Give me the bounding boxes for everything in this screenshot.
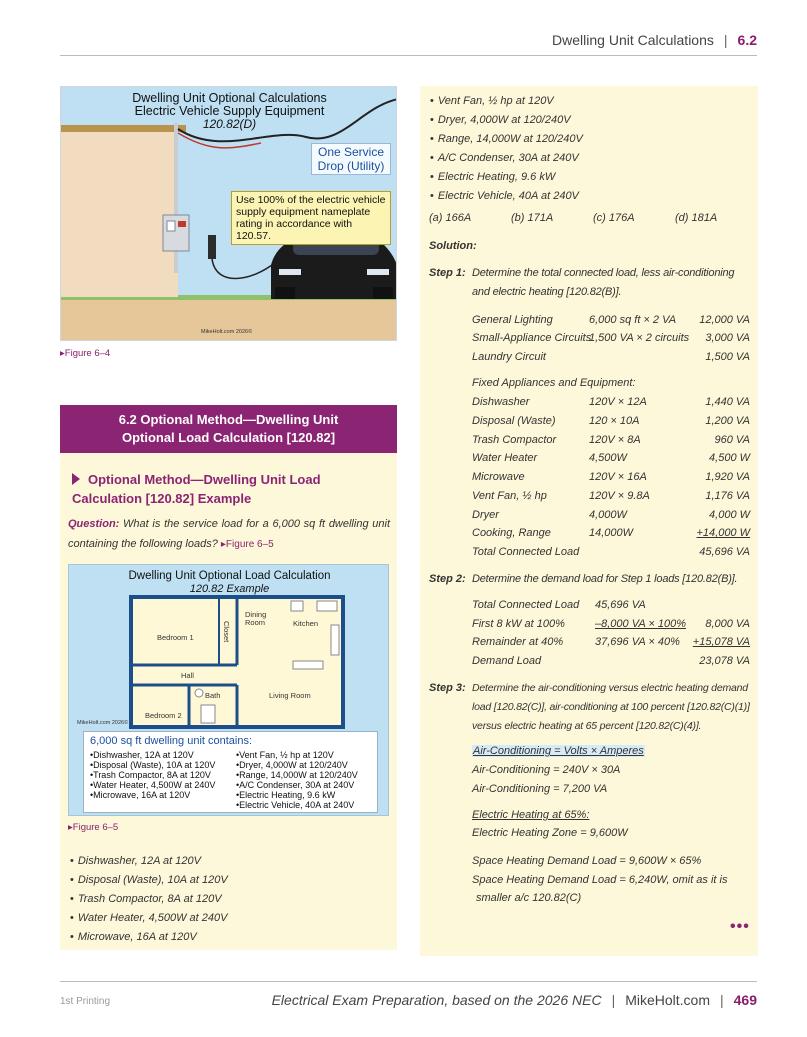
contents-item: •A/C Condenser, 30A at 240V: [236, 780, 355, 790]
running-header: [552, 32, 757, 48]
figure-6-5-caption-text: Figure 6–5: [72, 822, 119, 833]
room-label-living: Living Room: [269, 691, 311, 700]
heat-line-3: Space Heating Demand Load = 6,240W, omit as it is: [472, 874, 728, 886]
table-cell: [595, 615, 686, 634]
figure-6-5: [68, 564, 389, 816]
list-item: • Range, 14,000W at 120/240V: [430, 133, 583, 145]
site-name: MikeHolt.com: [625, 992, 710, 1008]
table-cell: Demand Load: [472, 655, 542, 667]
running-footer: [272, 992, 757, 1008]
triangle-bullet-icon: [72, 473, 80, 485]
heat-heading: [472, 809, 589, 821]
right-load-list: [430, 92, 583, 206]
service-drop-label-line2: Drop (Utility): [317, 159, 385, 173]
left-load-list: [70, 852, 228, 947]
solution-label: Solution:: [429, 240, 477, 252]
caption-arrow-icon: ▸: [60, 348, 65, 359]
figure-6-4-caption-text: Figure 6–4: [64, 348, 111, 359]
table-cell: 37,696 VA × 40%: [595, 636, 680, 648]
question-figure-ref: ▸Figure 6–5: [220, 539, 274, 550]
table-cell: Total Connected Load: [472, 599, 580, 611]
table-cell: Cooking, Range: [472, 527, 551, 539]
contents-item: •Microwave, 16A at 120V: [90, 790, 191, 800]
dwelling-contents-col1: [90, 750, 215, 800]
contents-item: •Dishwasher, 12A at 120V: [90, 750, 194, 760]
room-label-bath: Bath: [205, 691, 221, 700]
answer-c: (c) 176A: [593, 212, 635, 224]
table-cell-text: –8,000 VA × 100%: [595, 618, 687, 630]
header-separator: |: [723, 32, 728, 48]
figure-6-4-code: 120.82(D): [202, 117, 257, 131]
table-cell: 120V × 16A: [589, 471, 647, 483]
table-cell: 120V × 9.8A: [589, 490, 650, 502]
table-cell: 1,200 VA: [705, 415, 750, 427]
step-3-text: Determine the air-conditioning versus electric heating demand load [120.82(C)], air-conditioning at 100 percent [120.82(C)(1)] versus electric heating at 65 percent [120.82(C)(4)].: [472, 682, 750, 732]
example-heading: [72, 470, 392, 508]
section-banner-line1: 6.2 Optional Method—Dwelling Unit: [118, 412, 339, 427]
room-label-bedroom-2: Bedroom 2: [145, 711, 182, 720]
list-item: • Water Heater, 4,500W at 240V: [70, 912, 228, 924]
figure-6-5-title: Dwelling Unit Optional Load Calculation: [128, 570, 331, 582]
example-heading-text: Optional Method—Dwelling Unit Load Calculation [120.82] Example: [72, 472, 321, 506]
table-cell: Trash Compactor: [472, 434, 557, 446]
contents-item: •Water Heater, 4,500W at 240V: [90, 780, 216, 790]
table-cell: Small-Appliance Circuits: [472, 332, 592, 344]
step-2-text: Determine the demand load for Step 1 loads [120.82(B)].: [472, 573, 738, 585]
room-label-bedroom-1: Bedroom 1: [157, 633, 194, 642]
table-cell: 120V × 12A: [589, 396, 647, 408]
answer-a: (a) 166A: [429, 212, 472, 224]
table-cell: General Lighting: [472, 314, 553, 326]
list-item-text: Trash Compactor, 8A at 120V: [77, 893, 222, 905]
list-item: • Electric Vehicle, 40A at 240V: [430, 190, 579, 202]
list-item-text: Electric Heating, 9.6 kW: [437, 171, 556, 183]
table-cell: First 8 kW at 100%: [472, 618, 565, 630]
figure-6-4-title-line1: Dwelling Unit Optional Calculations: [132, 91, 327, 105]
question-figure-ref-text: Figure 6–5: [225, 539, 274, 550]
table-cell: Dishwasher: [472, 396, 530, 408]
table-cell: 45,696 VA: [595, 599, 646, 611]
list-item: • Microwave, 16A at 120V: [70, 931, 197, 943]
table-cell: 23,078 VA: [699, 655, 750, 667]
figure-6-4-caption: [60, 348, 110, 359]
table-cell: 1,500 VA: [705, 351, 750, 363]
step-1-text: Determine the total connected load, less air-conditioning and electric heating [120.82(B)].: [472, 267, 735, 298]
table-cell: 14,000W: [589, 527, 634, 539]
list-item-text: Vent Fan, ½ hp at 120V: [437, 95, 554, 107]
contents-item: •Disposal (Waste), 10A at 120V: [90, 760, 216, 770]
table-cell: Water Heater: [472, 452, 538, 464]
list-item-text: Range, 14,000W at 120/240V: [437, 133, 583, 145]
list-item: • Trash Compactor, 8A at 120V: [70, 893, 222, 905]
fixed-appliances-heading: Fixed Appliances and Equipment:: [472, 377, 636, 389]
chapter-title: Dwelling Unit Calculations: [552, 32, 714, 48]
list-item: • A/C Condenser, 30A at 240V: [430, 152, 579, 164]
table-cell: 4,000 W: [709, 509, 750, 521]
continued-ellipsis-icon: •••: [730, 918, 750, 935]
room-label-hall: Hall: [181, 671, 194, 680]
dwelling-contents-col2: [236, 750, 358, 810]
list-item-text: Microwave, 16A at 120V: [77, 931, 197, 943]
table-cell: Remainder at 40%: [472, 636, 564, 648]
table-cell: 960 VA: [714, 434, 750, 446]
list-item-text: Electric Vehicle, 40A at 240V: [437, 190, 579, 202]
step-3-label: Step 3:: [429, 682, 466, 694]
figure-6-4: [60, 86, 397, 341]
table-cell: 1,500 VA × 2 circuits: [589, 332, 690, 344]
room-label-kitchen: Kitchen: [293, 619, 319, 628]
section-banner-line2: Optional Load Calculation [120.82]: [121, 430, 336, 445]
figure-6-4-title: [61, 92, 397, 118]
list-item-text: Water Heater, 4,500W at 240V: [77, 912, 228, 924]
contents-item: •Trash Compactor, 8A at 120V: [90, 770, 211, 780]
table-cell: 4,500 W: [709, 452, 750, 464]
table-cell: Vent Fan, ½ hp: [472, 490, 547, 502]
contents-item: •Electric Vehicle, 40A at 240V: [236, 800, 355, 810]
question-paragraph: [68, 514, 390, 555]
answer-b: (b) 171A: [511, 212, 554, 224]
list-item-text: Dryer, 4,000W at 120/240V: [437, 114, 571, 126]
heat-line-1: Electric Heating Zone = 9,600W: [472, 827, 628, 839]
table-cell: +15,078 VA: [692, 636, 750, 648]
footer-rule: [60, 981, 757, 982]
room-label-dining: Dining Room: [245, 610, 267, 627]
ac-calc-line-1: Air-Conditioning = 240V × 30A: [472, 764, 621, 776]
heat-line-2: Space Heating Demand Load = 9,600W × 65%: [472, 855, 702, 867]
service-drop-label-line1: One Service: [317, 145, 385, 159]
ac-formula-heading-text: Air-Conditioning = Volts × Amperes: [473, 745, 644, 757]
contents-item: •Electric Heating, 9.6 kW: [236, 790, 336, 800]
table-cell: 4,500W: [589, 452, 627, 464]
table-cell: 3,000 VA: [705, 332, 750, 344]
list-item: • Dishwasher, 12A at 120V: [70, 855, 201, 867]
question-label: Question:: [68, 518, 120, 530]
table-cell: 120V × 8A: [589, 434, 641, 446]
figure-6-4-title-line2: Electric Vehicle Supply Equipment: [134, 104, 325, 118]
footer-separator: |: [611, 992, 616, 1008]
table-cell: Laundry Circuit: [472, 351, 546, 363]
figure-6-5-caption: [68, 822, 118, 833]
list-item-text: A/C Condenser, 30A at 240V: [437, 152, 579, 164]
table-cell: 1,176 VA: [705, 490, 750, 502]
ac-formula-heading: [472, 745, 645, 757]
table-cell: 8,000 VA: [705, 618, 750, 630]
list-item: • Dryer, 4,000W at 120/240V: [430, 114, 571, 126]
answer-d: (d) 181A: [675, 212, 718, 224]
service-drop-label: [311, 143, 391, 175]
footer-separator: |: [720, 992, 724, 1008]
table-cell: +14,000 W: [696, 527, 750, 539]
figure-6-4-credit: MikeHolt.com 2026©: [201, 329, 253, 335]
table-cell: 45,696 VA: [699, 546, 750, 558]
section-banner: [60, 405, 397, 453]
heat-line-4: smaller a/c 120.82(C): [476, 892, 582, 904]
ev-nameplate-note: Use 100% of the electric vehicle supply equipment nameplate rating in accordance with 120.57.: [231, 191, 391, 245]
table-cell: Disposal (Waste): [472, 415, 556, 427]
ac-calc-line-2: Air-Conditioning = 7,200 VA: [472, 783, 608, 795]
list-item: • Disposal (Waste), 10A at 120V: [70, 874, 228, 886]
table-cell: Total Connected Load: [472, 546, 580, 558]
contents-item: •Vent Fan, ½ hp at 120V: [236, 750, 334, 760]
dwelling-contents-box: [83, 731, 378, 813]
step-2-label: Step 2:: [429, 573, 466, 585]
contents-item: •Dryer, 4,000W at 120/240V: [236, 760, 348, 770]
caption-arrow-icon: ▸: [68, 822, 73, 833]
section-number: 6.2: [737, 32, 757, 48]
printing-note: 1st Printing: [60, 996, 111, 1007]
book-title: Electrical Exam Preparation, based on the 2026 NEC: [271, 992, 602, 1008]
heat-heading-text: Electric Heating at 65%:: [472, 809, 590, 821]
figure-6-5-code: 120.82 Example: [189, 583, 270, 595]
table-cell: 1,440 VA: [705, 396, 750, 408]
table-cell: 4,000W: [589, 509, 627, 521]
table-cell: 1,920 VA: [705, 471, 750, 483]
step-1-label: Step 1:: [429, 267, 466, 279]
table-cell: 120 × 10A: [589, 415, 640, 427]
dwelling-contents-title: 6,000 sq ft dwelling unit contains:: [90, 735, 253, 747]
contents-item: •Range, 14,000W at 120/240V: [236, 770, 358, 780]
header-rule: [60, 55, 757, 56]
table-cell: Dryer: [472, 509, 499, 521]
list-item: • Electric Heating, 9.6 kW: [430, 171, 556, 183]
list-item-text: Dishwasher, 12A at 120V: [77, 855, 201, 867]
figure-6-5-credit: MikeHolt.com 2026©: [77, 720, 129, 726]
table-cell: 12,000 VA: [699, 314, 750, 326]
question-text: What is the service load for a 6,000 sq ft dwelling unit containing the following loads?: [68, 518, 390, 550]
list-item: • Vent Fan, ½ hp at 120V: [430, 95, 554, 107]
table-cell: Microwave: [472, 471, 525, 483]
table-cell: 6,000 sq ft × 2 VA: [589, 314, 677, 326]
room-label-closet: Closet: [222, 621, 231, 643]
page-number: 469: [733, 992, 757, 1008]
list-item-text: Disposal (Waste), 10A at 120V: [77, 874, 228, 886]
